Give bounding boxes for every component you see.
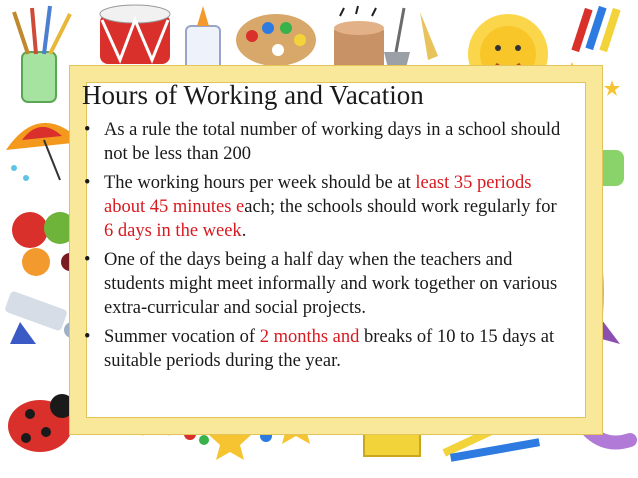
bullet-text: . <box>241 221 247 241</box>
ladybug-icon <box>8 394 74 452</box>
bullet-list <box>82 118 562 378</box>
slide-title: Hours of Working and Vacation <box>82 80 424 110</box>
bullet-text: The working hours per week should be at <box>104 173 416 193</box>
bullet-text: One of the days being a half day when the teachers and students might meet informally and work together on various extra-curricular and social projects. <box>104 250 558 318</box>
highlighted-text: 2 months and <box>259 327 360 347</box>
highlighted-text: least 35 periods about 45 minutes e <box>104 173 532 217</box>
bullet-text: ach; the schools should work regularly for <box>244 197 557 217</box>
paint-tube-icon <box>4 290 80 344</box>
bullet-item <box>82 325 562 373</box>
paint-can-icon <box>334 6 384 70</box>
crayons-icon <box>571 6 620 52</box>
bullet-item <box>82 171 562 243</box>
paintbrush-jar-icon <box>14 6 70 102</box>
bullet-item <box>82 118 562 166</box>
glue-bottle-icon <box>186 6 220 70</box>
bullet-text: As a rule the total number of working days in a school should not be less than 200 <box>104 120 561 164</box>
bullet-text: breaks of 10 to 15 days at suitable periods during the year. <box>104 327 555 371</box>
highlighted-text: 6 days in the week <box>104 221 242 241</box>
bullet-text: Summer vocation of <box>104 327 260 347</box>
bullet-item <box>82 248 562 320</box>
paint-palette-icon <box>236 14 316 66</box>
